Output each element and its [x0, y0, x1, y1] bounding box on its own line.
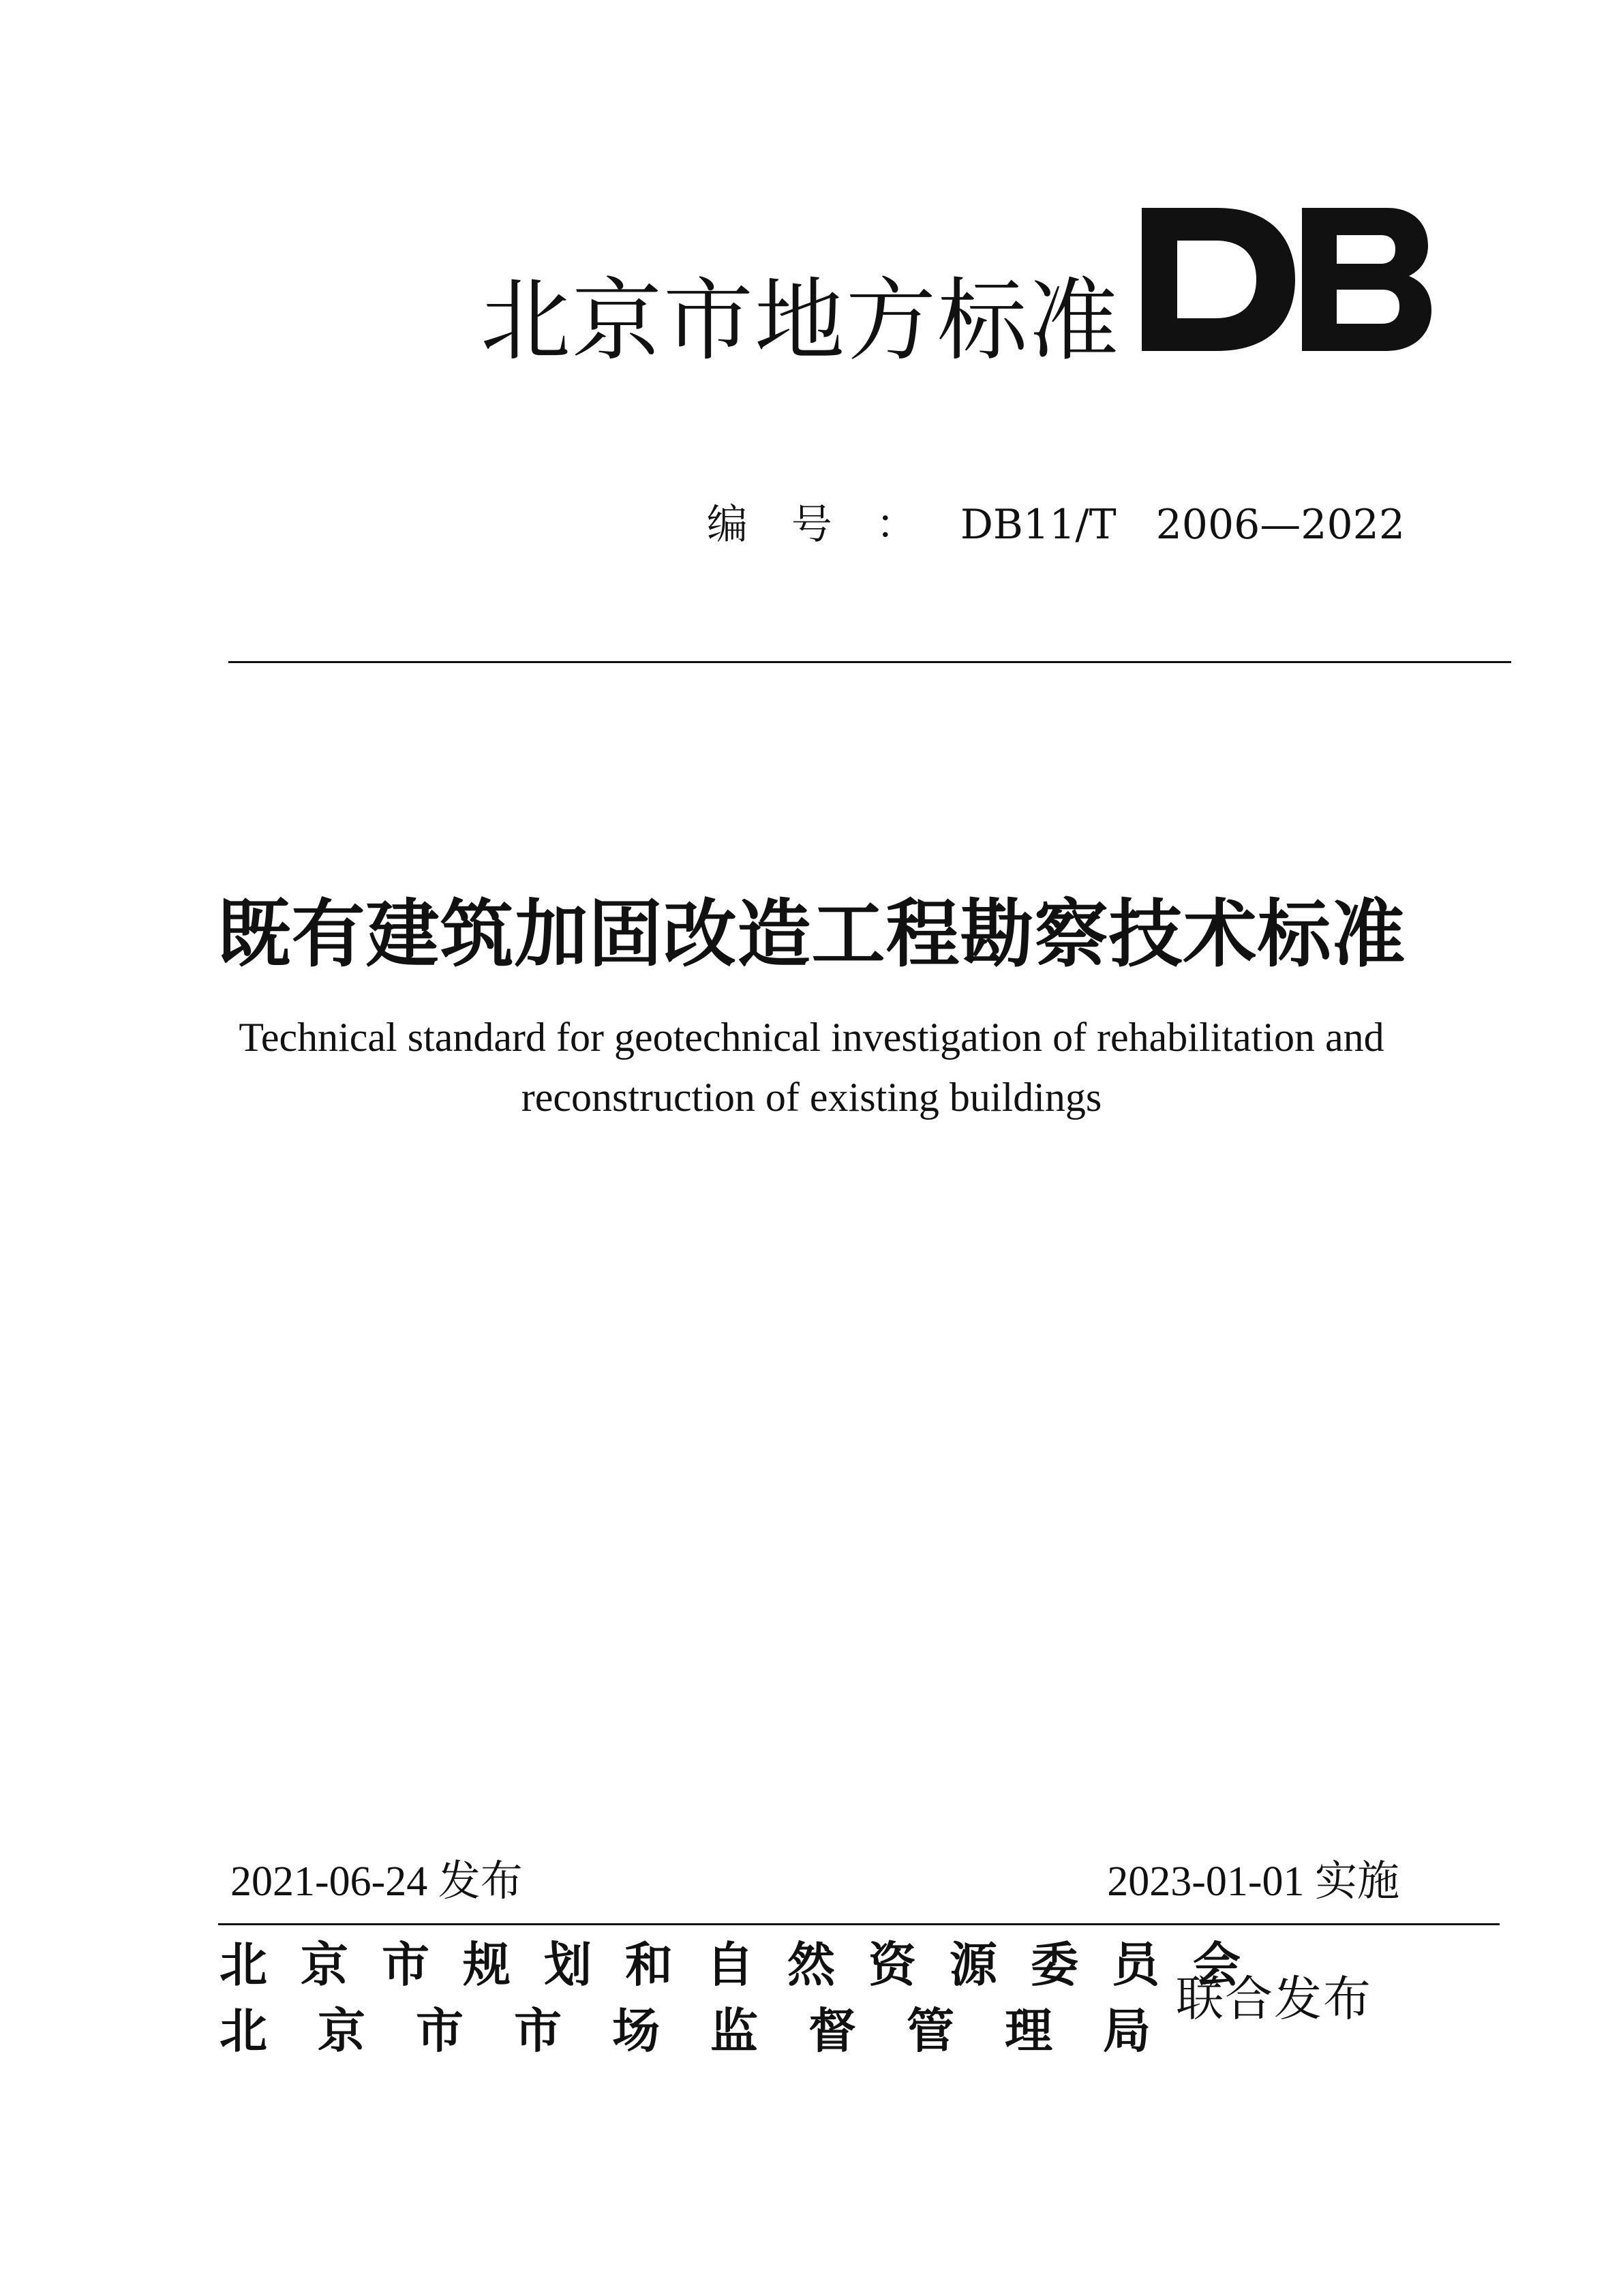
header-divider [228, 661, 1511, 663]
issuer-planning-commission: 北京市规划和自然资源委员会 [219, 1937, 1274, 1993]
standard-type-heading: 北京市地方标准 [481, 269, 1120, 373]
document-title-english [0, 1007, 1623, 1127]
document-title-chinese: 既有建筑加固改造工程勘察技术标准 [217, 892, 1406, 977]
joint-release-label: 联合发布 [1176, 1971, 1372, 2027]
english-title-line-1: Technical standard for geotechnical investigation of rehabilitation and [239, 1015, 1384, 1060]
effective-date: 2023-01-01 实施 [1107, 1858, 1399, 1905]
english-title-line-2: reconstruction of existing buildings [521, 1075, 1102, 1120]
standard-year-number: 2006—2022 [1155, 501, 1405, 549]
footer-divider [218, 1923, 1500, 1925]
standard-number-label: 编号： [706, 501, 960, 549]
db-logo [1135, 201, 1435, 358]
issuer-market-regulation: 北京市市场监督管理局 [219, 2003, 1201, 2059]
standard-number [706, 501, 1405, 549]
publish-date: 2021-06-24 发布 [230, 1858, 523, 1905]
standard-code: DB11/T [960, 501, 1117, 549]
